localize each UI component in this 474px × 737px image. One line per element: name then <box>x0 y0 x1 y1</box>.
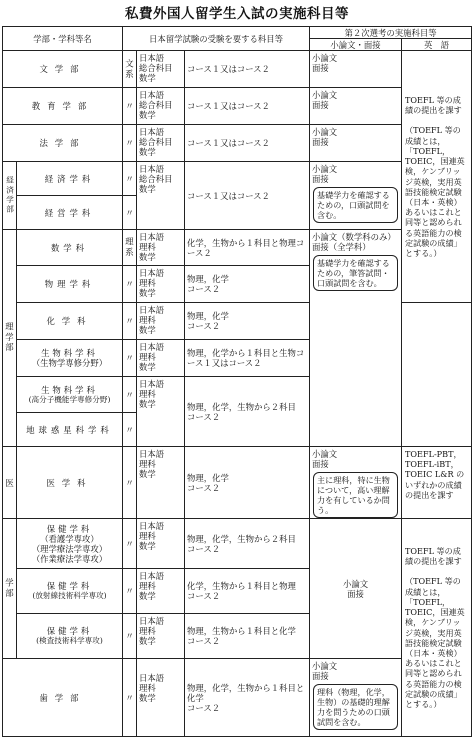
common-course2: コース２ <box>187 702 221 713</box>
common-rika: 理科 <box>139 242 156 252</box>
common-interview: 面接 <box>312 671 329 681</box>
common-suugaku: 数学 <box>139 541 156 551</box>
common-suugaku: 数学 <box>139 362 156 372</box>
table-row <box>3 88 472 125</box>
common-course: コース１又はコース２ <box>185 162 310 230</box>
table-row <box>3 230 472 266</box>
eju-course: コース１又はコース２ <box>185 51 310 88</box>
rows-sugaku: 数学科 <box>17 230 123 266</box>
rows-seibutsu2: 生物科学科 <box>41 384 98 395</box>
faculty-name: 教育学部 <box>3 88 123 125</box>
english-block2-detail: （TOEFL 等の成績とは，「TOEFL，TOEIC，国連英検，ケンブリッジ英検，実用英語技能検定試験（日本・英検）あるいはこれと同等と認められる英語能力の検定試験の成績」とする。） <box>405 576 465 709</box>
table-row <box>3 51 472 88</box>
common-suugaku: 数学 <box>139 147 156 157</box>
header-essay: 小論文・面接 <box>310 39 402 51</box>
common-nihongo: 日本語 <box>139 673 165 683</box>
group-igaku: 学部 <box>3 519 17 659</box>
rows-seibutsu: 生物科学科 <box>41 348 98 358</box>
english-block-1-cont <box>402 303 472 447</box>
header-eju: 日本留学試験の受験を要する科目等 <box>123 27 310 51</box>
common-sogo: 総合科目 <box>139 174 173 184</box>
common-ditto: 〃 <box>123 413 137 447</box>
common-suugaku: 数学 <box>139 252 156 262</box>
rows-hoken2-sub: (放射線技術科学専攻) <box>32 591 107 600</box>
page-title: 私費外国人留学生入試の実施科目等 <box>125 6 349 22</box>
common-interview: 面接 <box>312 174 329 184</box>
english-block-1 <box>402 51 472 303</box>
bunkei-label: 文系 <box>123 51 137 88</box>
common-nihongo: 日本語 <box>139 342 165 352</box>
eju-subjects-igaku: 物理，化学 <box>187 472 229 483</box>
rows-seibutsu2-sub: (高分子機能学専修分野) <box>28 394 111 404</box>
common-nihongo: 日本語 <box>139 232 165 242</box>
eju-subjects-kagaku: 物理，化学 <box>187 311 229 321</box>
common-nihongo: 日本語 <box>139 164 165 174</box>
common-rika: 理科 <box>139 531 156 541</box>
common-suugaku: 数学 <box>139 325 156 335</box>
header-faculty: 学部・学科等名 <box>3 27 123 51</box>
common-ditto: 〃 <box>123 162 137 196</box>
common-essay: 小論文 <box>312 127 338 137</box>
common-suugaku: 数学 <box>139 693 156 703</box>
english-block-2 <box>402 519 472 737</box>
common-nihongo: 日本語 <box>139 379 165 389</box>
common-rika: 理科 <box>139 626 156 636</box>
rows-kagaku: 化学科 <box>17 303 123 340</box>
group-keizai: 経済学部 <box>3 162 17 230</box>
common-essay: 小論文 <box>312 90 338 100</box>
rows-hoken1-sub3: （作業療法学専攻） <box>31 553 108 564</box>
common-course2: コース２ <box>187 411 221 422</box>
common-nihongo: 日本語 <box>139 521 165 531</box>
common-interview: 面接 <box>347 588 364 599</box>
common-nihongo: 日本語 <box>139 53 165 63</box>
common-ditto: 〃 <box>123 196 137 230</box>
common-suugaku: 数学 <box>139 110 156 120</box>
common-course: コース１又はコース２ <box>185 125 310 162</box>
common-suugaku: 数学 <box>139 636 156 646</box>
english-igaku: TOEFL-PBT，TOEFL-iBT，TOEIC L&R のいずれかの成績の提出を課す <box>402 447 472 519</box>
essay-boxes-ri-essay: 小論文（数学科のみ） <box>312 232 396 242</box>
common-nihongo: 日本語 <box>139 571 165 581</box>
eju-subjects-seibutsu2-chikyu: 物理，化学，生物から２科目 <box>187 401 296 412</box>
english-block2: TOEFL 等の成績の提出を課す <box>405 545 462 567</box>
common-rika: 理科 <box>139 683 156 693</box>
common-course2: コース２ <box>187 284 221 294</box>
common-course: コース１又はコース２ <box>185 88 310 125</box>
rows-keiei-gakka: 経営学科 <box>17 196 123 230</box>
header-second: 第２次選考の実施科目等 <box>310 27 472 39</box>
table-row <box>3 162 472 196</box>
eju-subjects-hoken1: 物理，化学，生物から２科目 <box>187 533 296 544</box>
common-rika: 理科 <box>139 581 156 591</box>
english-block1-detail: （TOEFL 等の成績とは，「TOEFL，TOEIC，国連英検，ケンブリッジ英検，実用英語技能検定試験（日本・英検）あるいはこれと同等と認められる英語能力の検定試験の成績」とする。） <box>405 125 465 258</box>
common-suugaku: 数学 <box>139 73 156 83</box>
essay-note-box: 基礎学力を確認するための，筆答試問・口頭試問を含む。 <box>313 255 398 291</box>
common-ditto: 〃 <box>123 377 137 413</box>
essay-note-box: 主に理科，特に生物について，高い理解力を有しているか問う。 <box>313 472 398 518</box>
eju-subjects-sugaku: 化学，生物から１科目と物理コース２ <box>185 230 310 266</box>
common-rika: 理科 <box>139 389 156 399</box>
rows-hoken3: 保健学科 <box>46 626 93 636</box>
common-rika: 理科 <box>139 352 156 362</box>
common-nihongo: 日本語 <box>139 449 165 459</box>
table-row <box>3 447 472 519</box>
rows-seibutsu-sub: （生物学専修分野） <box>31 358 108 368</box>
common-essay: 小論文 <box>342 578 369 589</box>
rows-hoken1-sub2: （理学療法学専攻） <box>31 543 108 554</box>
common-nihongo: 日本語 <box>139 305 165 315</box>
common-interview: 面接 <box>312 100 329 110</box>
table-row <box>3 303 472 340</box>
common-ditto: 〃 <box>123 266 137 303</box>
common-ditto: 〃 <box>123 125 137 162</box>
rows-hoken1-sub1: （看護学専攻） <box>40 533 99 544</box>
common-nihongo: 日本語 <box>139 616 165 626</box>
common-nihongo: 日本語 <box>139 127 165 137</box>
rows-igaku: 医学科 <box>17 447 123 519</box>
english-block1: TOEFL 等の成績の提出を課す <box>405 94 462 116</box>
common-suugaku: 数学 <box>139 399 156 409</box>
essay-note-box: 理科（物理，化学，生物）の基礎的理解力を問うための口頭試問を含む。 <box>313 684 398 730</box>
common-course2: コース２ <box>187 543 221 554</box>
common-course2: コース２ <box>187 591 221 601</box>
header-english: 英 語 <box>402 39 472 51</box>
rows-butsuri: 物理学科 <box>17 266 123 303</box>
rikei-label: 理系 <box>123 230 137 266</box>
common-suugaku: 数学 <box>139 591 156 601</box>
common-nihongo: 日本語 <box>139 268 165 278</box>
common-rika: 理科 <box>139 315 156 325</box>
essay-note-box: 基礎学力を確認するための，口頭試問を含む。 <box>313 187 398 223</box>
admission-subjects-table <box>2 26 472 737</box>
common-essay: 小論文 <box>312 53 338 63</box>
eju-subjects-butsuri: 物理，化学 <box>187 274 229 284</box>
eju-subjects-shigaku: 物理，化学，生物から１科目と化学 <box>187 682 305 703</box>
group-ri: 理学部 <box>3 230 17 447</box>
rows-keizai-gakka: 経済学科 <box>17 162 123 196</box>
common-rika: 理科 <box>139 459 156 469</box>
common-suugaku: 数学 <box>139 184 156 194</box>
common-interview: 面接 <box>312 137 329 147</box>
common-ditto: 〃 <box>123 447 137 519</box>
eju-subjects-hoken3: 物理，生物から１科目と化学 <box>187 626 296 636</box>
table-row <box>3 519 472 569</box>
faculty-name: 歯学部 <box>3 659 123 737</box>
common-essay: 小論文 <box>312 164 338 174</box>
common-ditto: 〃 <box>123 614 137 659</box>
eju-subjects-hoken2: 化学，生物から１科目と物理 <box>187 581 296 591</box>
common-ditto: 〃 <box>123 88 137 125</box>
common-suugaku: 数学 <box>139 469 156 479</box>
common-ditto: 〃 <box>123 569 137 614</box>
common-ditto: 〃 <box>123 519 137 569</box>
common-ditto: 〃 <box>123 659 137 737</box>
common-rika: 理科 <box>139 278 156 288</box>
faculty-name: 文学部 <box>3 51 123 88</box>
common-essay: 小論文 <box>312 449 338 459</box>
common-sogo: 総合科目 <box>139 137 173 147</box>
group-i: 医 <box>3 447 17 519</box>
common-essay: 小論文 <box>312 661 338 671</box>
common-suugaku: 数学 <box>139 288 156 298</box>
common-course2: コース２ <box>187 321 221 331</box>
common-course2: コース２ <box>187 482 221 493</box>
common-interview: 面接 <box>312 459 329 469</box>
common-sogo: 総合科目 <box>139 100 173 110</box>
common-ditto: 〃 <box>123 303 137 340</box>
common-nihongo: 日本語 <box>139 90 165 100</box>
common-sogo: 総合科目 <box>139 63 173 73</box>
rows-hoken1: 保健学科 <box>46 523 93 534</box>
rows-chikyu: 地球惑星科学科 <box>17 413 123 447</box>
rows-hoken3-sub: (検査技術科学専攻) <box>36 636 103 645</box>
rows-hoken2: 保健学科 <box>46 581 93 591</box>
essay-boxes-ri-interview: 面接（全学科） <box>312 242 371 252</box>
eju-subjects-seibutsu: 物理，化学から１科目と生物コース１又はコース２ <box>185 340 310 377</box>
table-row <box>3 125 472 162</box>
common-course2: コース２ <box>187 636 221 646</box>
faculty-name: 法学部 <box>3 125 123 162</box>
common-ditto: 〃 <box>123 340 137 377</box>
common-interview: 面接 <box>312 63 329 73</box>
